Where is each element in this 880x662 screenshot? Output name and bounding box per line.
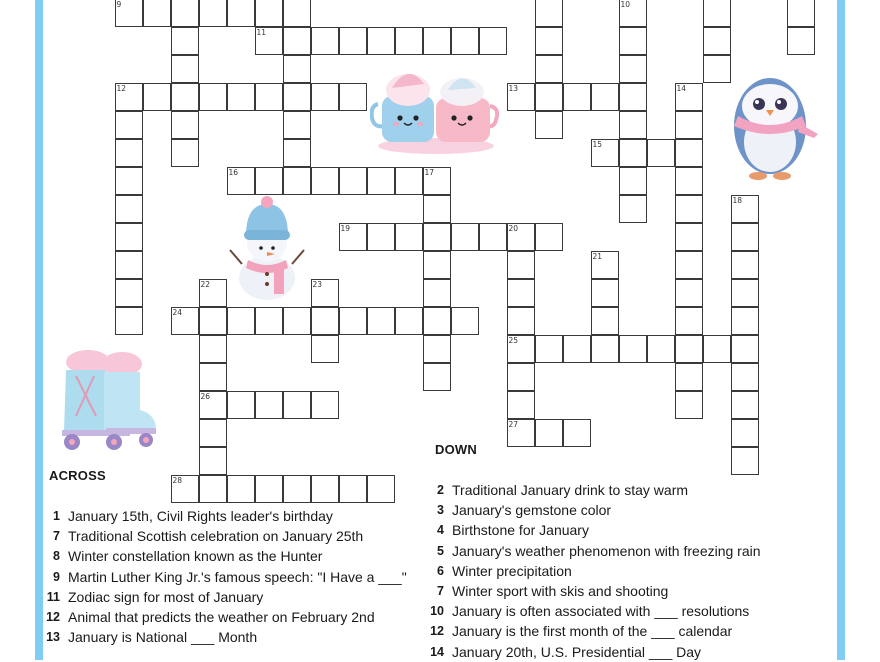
down-clue bbox=[424, 541, 834, 561]
crossword-cell[interactable] bbox=[647, 139, 675, 167]
across-clue bbox=[40, 546, 420, 566]
crossword-cell[interactable] bbox=[227, 391, 255, 419]
crossword-cell[interactable] bbox=[227, 307, 255, 335]
crossword-cell[interactable] bbox=[115, 167, 143, 195]
across-clue bbox=[40, 627, 420, 647]
crossword-cell[interactable] bbox=[479, 223, 507, 251]
clue-number-label: 21 bbox=[592, 251, 603, 261]
crossword-cell[interactable] bbox=[115, 195, 143, 223]
crossword-cell[interactable] bbox=[339, 307, 367, 335]
crossword-cell[interactable] bbox=[227, 0, 255, 27]
clue-number-label: 19 bbox=[340, 223, 351, 233]
crossword-cell[interactable] bbox=[563, 83, 591, 111]
clue-number: 2 bbox=[437, 483, 444, 497]
crossword-cell[interactable] bbox=[731, 419, 759, 447]
crossword-cell[interactable] bbox=[423, 27, 451, 55]
crossword-cell[interactable] bbox=[535, 27, 563, 55]
crossword-cell[interactable] bbox=[479, 27, 507, 55]
crossword-cell[interactable] bbox=[423, 195, 451, 223]
crossword-cell[interactable] bbox=[367, 307, 395, 335]
crossword-cell[interactable] bbox=[283, 111, 311, 139]
crossword-cell[interactable] bbox=[731, 195, 759, 223]
crossword-cell[interactable] bbox=[311, 475, 339, 503]
crossword-cell[interactable] bbox=[143, 0, 171, 27]
clue-number: 12 bbox=[430, 624, 444, 639]
clue-number: 13 bbox=[46, 630, 60, 645]
crossword-cell[interactable] bbox=[283, 27, 311, 55]
roller-skates-icon bbox=[50, 342, 158, 460]
crossword-cell[interactable] bbox=[619, 27, 647, 55]
crossword-cell[interactable] bbox=[227, 83, 255, 111]
crossword-cell[interactable] bbox=[507, 223, 535, 251]
down-heading: DOWN bbox=[435, 442, 477, 457]
crossword-cell[interactable] bbox=[199, 363, 227, 391]
crossword-cell[interactable] bbox=[115, 251, 143, 279]
clue-number: 12 bbox=[46, 610, 60, 625]
clue-number: 11 bbox=[46, 589, 60, 604]
crossword-cell[interactable] bbox=[171, 27, 199, 55]
clue-number: 14 bbox=[430, 644, 444, 659]
crossword-cell[interactable] bbox=[311, 167, 339, 195]
crossword-cell[interactable] bbox=[171, 83, 199, 111]
crossword-cell[interactable] bbox=[507, 251, 535, 279]
clue-number-label: 11 bbox=[256, 27, 267, 37]
clue-number: 9 bbox=[53, 569, 60, 584]
clue-text: Traditional Scottish celebration on January 25th bbox=[68, 528, 364, 545]
clue-number-label: 27 bbox=[508, 419, 519, 429]
crossword-cell[interactable] bbox=[199, 335, 227, 363]
crossword-cell[interactable] bbox=[255, 475, 283, 503]
clue-text: Birthstone for January bbox=[452, 522, 589, 539]
clue-number: 8 bbox=[53, 549, 60, 564]
crossword-cell[interactable] bbox=[675, 279, 703, 307]
down-clue bbox=[424, 581, 834, 601]
clue-number-label: 17 bbox=[424, 167, 435, 177]
crossword-cell[interactable] bbox=[619, 335, 647, 363]
crossword-cell[interactable] bbox=[675, 363, 703, 391]
crossword-cell[interactable] bbox=[283, 55, 311, 83]
crossword-cell[interactable] bbox=[507, 83, 535, 111]
crossword-cell[interactable] bbox=[283, 307, 311, 335]
snowman-icon bbox=[222, 194, 312, 304]
clue-text: Animal that predicts the weather on February 2nd bbox=[68, 609, 375, 626]
clue-text: January's gemstone color bbox=[452, 502, 612, 519]
crossword-cell[interactable] bbox=[591, 83, 619, 111]
crossword-cell[interactable] bbox=[339, 167, 367, 195]
crossword-cell[interactable] bbox=[535, 419, 563, 447]
clue-text: Winter precipitation bbox=[452, 562, 572, 579]
crossword-cell[interactable] bbox=[171, 111, 199, 139]
crossword-cell[interactable] bbox=[311, 27, 339, 55]
crossword-cell[interactable] bbox=[675, 83, 703, 111]
clue-number: 10 bbox=[430, 604, 444, 619]
crossword-cell[interactable] bbox=[255, 0, 283, 27]
crossword-cell[interactable] bbox=[283, 475, 311, 503]
crossword-cell[interactable] bbox=[227, 167, 255, 195]
crossword-cell[interactable] bbox=[535, 335, 563, 363]
crossword-cell[interactable] bbox=[311, 279, 339, 307]
crossword-cell[interactable] bbox=[171, 139, 199, 167]
crossword-cell[interactable] bbox=[507, 279, 535, 307]
clue-number-label: 24 bbox=[172, 307, 183, 317]
crossword-cell[interactable] bbox=[703, 27, 731, 55]
crossword-cell[interactable] bbox=[731, 335, 759, 363]
crossword-cell[interactable] bbox=[591, 251, 619, 279]
crossword-cell[interactable] bbox=[731, 391, 759, 419]
crossword-cell[interactable] bbox=[171, 307, 199, 335]
crossword-cell[interactable] bbox=[619, 195, 647, 223]
crossword-cell[interactable] bbox=[451, 27, 479, 55]
crossword-cell[interactable] bbox=[115, 0, 143, 27]
crossword-cell[interactable] bbox=[339, 27, 367, 55]
crossword-cell[interactable] bbox=[535, 55, 563, 83]
crossword-cell[interactable] bbox=[731, 251, 759, 279]
crossword-cell[interactable] bbox=[535, 0, 563, 27]
clue-number: 3 bbox=[437, 503, 444, 518]
crossword-cell[interactable] bbox=[675, 167, 703, 195]
crossword-cell[interactable] bbox=[675, 139, 703, 167]
crossword-cell[interactable] bbox=[311, 391, 339, 419]
crossword-cell[interactable] bbox=[675, 195, 703, 223]
clue-text: January is often associated with ___ resolutions bbox=[452, 603, 750, 620]
crossword-cell[interactable] bbox=[675, 223, 703, 251]
crossword-cell[interactable] bbox=[619, 55, 647, 83]
clue-number-label: 16 bbox=[228, 167, 239, 177]
crossword-cell[interactable] bbox=[591, 279, 619, 307]
clue-number-label: 10 bbox=[620, 0, 631, 9]
crossword-cell[interactable] bbox=[115, 279, 143, 307]
crossword-cell[interactable] bbox=[171, 475, 199, 503]
down-clue bbox=[424, 601, 834, 621]
crossword-cell[interactable] bbox=[787, 0, 815, 27]
crossword-cell[interactable] bbox=[339, 475, 367, 503]
crossword-cell[interactable] bbox=[675, 391, 703, 419]
crossword-cell[interactable] bbox=[675, 111, 703, 139]
crossword-cell[interactable] bbox=[675, 251, 703, 279]
down-clue bbox=[424, 561, 834, 581]
clue-number: 7 bbox=[53, 529, 60, 544]
clue-number-label: 28 bbox=[172, 475, 183, 485]
down-clue bbox=[424, 500, 834, 520]
clue-text: January is the first month of the ___ calendar bbox=[452, 623, 733, 640]
crossword-cell[interactable] bbox=[563, 419, 591, 447]
crossword-cell[interactable] bbox=[451, 223, 479, 251]
crossword-cell[interactable] bbox=[255, 307, 283, 335]
crossword-cell[interactable] bbox=[367, 167, 395, 195]
crossword-cell[interactable] bbox=[731, 223, 759, 251]
crossword-cell[interactable] bbox=[675, 307, 703, 335]
across-clue bbox=[40, 587, 420, 607]
crossword-cell[interactable] bbox=[731, 307, 759, 335]
across-clue bbox=[40, 526, 420, 546]
crossword-cell[interactable] bbox=[367, 27, 395, 55]
crossword-cell[interactable] bbox=[255, 391, 283, 419]
crossword-cell[interactable] bbox=[283, 139, 311, 167]
clue-number-label: 12 bbox=[116, 83, 127, 93]
crossword-cell[interactable] bbox=[423, 251, 451, 279]
crossword-cell[interactable] bbox=[423, 167, 451, 195]
clue-text: Winter constellation known as the Hunter bbox=[68, 548, 323, 565]
crossword-cell[interactable] bbox=[311, 335, 339, 363]
crossword-cell[interactable] bbox=[115, 111, 143, 139]
crossword-cell[interactable] bbox=[535, 83, 563, 111]
crossword-cell[interactable] bbox=[115, 139, 143, 167]
crossword-cell[interactable] bbox=[507, 307, 535, 335]
crossword-cell[interactable] bbox=[199, 447, 227, 475]
clue-number: 5 bbox=[437, 543, 444, 558]
crossword-cell[interactable] bbox=[787, 27, 815, 55]
down-clue bbox=[424, 480, 834, 500]
clue-text: January is National ___ Month bbox=[68, 629, 258, 646]
clue-text: January's weather phenomenon with freezing rain bbox=[452, 542, 761, 559]
crossword-cell[interactable] bbox=[199, 83, 227, 111]
hot-cocoa-mugs-icon bbox=[370, 62, 502, 158]
crossword-cell[interactable] bbox=[535, 223, 563, 251]
clue-text: Zodiac sign for most of January bbox=[68, 588, 264, 605]
clue-number-label: 22 bbox=[200, 279, 211, 289]
crossword-cell[interactable] bbox=[115, 83, 143, 111]
crossword-cell[interactable] bbox=[227, 475, 255, 503]
crossword-cell[interactable] bbox=[591, 139, 619, 167]
crossword-cell[interactable] bbox=[339, 223, 367, 251]
crossword-cell[interactable] bbox=[535, 111, 563, 139]
crossword-cell[interactable] bbox=[311, 307, 339, 335]
crossword-cell[interactable] bbox=[619, 167, 647, 195]
down-clue bbox=[424, 621, 834, 641]
down-clue-list bbox=[424, 480, 834, 662]
clue-number-label: 20 bbox=[508, 223, 519, 233]
clue-text: January 20th, U.S. Presidential ___ Day bbox=[452, 643, 702, 660]
crossword-cell[interactable] bbox=[703, 0, 731, 27]
across-clue bbox=[40, 567, 420, 587]
crossword-cell[interactable] bbox=[507, 419, 535, 447]
crossword-cell[interactable] bbox=[199, 419, 227, 447]
crossword-cell[interactable] bbox=[507, 363, 535, 391]
crossword-cell[interactable] bbox=[395, 223, 423, 251]
crossword-cell[interactable] bbox=[731, 447, 759, 475]
crossword-cell[interactable] bbox=[395, 167, 423, 195]
crossword-cell[interactable] bbox=[423, 307, 451, 335]
crossword-cell[interactable] bbox=[143, 83, 171, 111]
across-clue-list bbox=[40, 506, 420, 647]
crossword-cell[interactable] bbox=[283, 0, 311, 27]
crossword-cell[interactable] bbox=[255, 27, 283, 55]
down-clue bbox=[424, 642, 834, 662]
clue-text: Winter sport with skis and shooting bbox=[452, 583, 669, 600]
crossword-cell[interactable] bbox=[423, 223, 451, 251]
crossword-cell[interactable] bbox=[199, 391, 227, 419]
clue-number-label: 18 bbox=[732, 195, 743, 205]
crossword-cell[interactable] bbox=[731, 363, 759, 391]
clue-number-label: 13 bbox=[508, 83, 519, 93]
crossword-cell[interactable] bbox=[115, 223, 143, 251]
crossword-cell[interactable] bbox=[619, 139, 647, 167]
crossword-cell[interactable] bbox=[507, 391, 535, 419]
crossword-cell[interactable] bbox=[423, 335, 451, 363]
crossword-cell[interactable] bbox=[255, 83, 283, 111]
crossword-cell[interactable] bbox=[451, 307, 479, 335]
clue-number-label: 23 bbox=[312, 279, 323, 289]
crossword-cell[interactable] bbox=[703, 335, 731, 363]
clue-number-label: 26 bbox=[200, 391, 211, 401]
crossword-cell[interactable] bbox=[199, 307, 227, 335]
crossword-cell[interactable] bbox=[395, 307, 423, 335]
clue-number-label: 15 bbox=[592, 139, 603, 149]
down-clue bbox=[424, 520, 834, 540]
crossword-cell[interactable] bbox=[675, 335, 703, 363]
crossword-cell[interactable] bbox=[339, 83, 367, 111]
crossword-cell[interactable] bbox=[591, 335, 619, 363]
clue-number: 4 bbox=[437, 523, 444, 538]
crossword-cell[interactable] bbox=[619, 111, 647, 139]
crossword-cell[interactable] bbox=[255, 167, 283, 195]
crossword-cell[interactable] bbox=[731, 279, 759, 307]
clue-number: 1 bbox=[53, 509, 60, 523]
crossword-cell[interactable] bbox=[199, 475, 227, 503]
crossword-cell[interactable] bbox=[647, 335, 675, 363]
across-clue bbox=[40, 607, 420, 627]
crossword-cell[interactable] bbox=[367, 475, 395, 503]
crossword-cell[interactable] bbox=[283, 391, 311, 419]
across-heading: ACROSS bbox=[49, 468, 106, 483]
clue-number-label: 25 bbox=[508, 335, 519, 345]
clue-number-label: 9 bbox=[116, 0, 122, 9]
crossword-cell[interactable] bbox=[115, 307, 143, 335]
crossword-cell[interactable] bbox=[395, 27, 423, 55]
across-clue bbox=[40, 506, 420, 526]
clue-text: Traditional January drink to stay warm bbox=[452, 482, 689, 498]
crossword-cell[interactable] bbox=[283, 83, 311, 111]
crossword-cell[interactable] bbox=[423, 363, 451, 391]
crossword-cell[interactable] bbox=[367, 223, 395, 251]
penguin-icon bbox=[720, 64, 824, 182]
crossword-cell[interactable] bbox=[563, 335, 591, 363]
crossword-cell[interactable] bbox=[199, 0, 227, 27]
clue-number: 7 bbox=[437, 584, 444, 599]
crossword-cell[interactable] bbox=[423, 279, 451, 307]
clue-number-label: 14 bbox=[676, 83, 687, 93]
crossword-cell[interactable] bbox=[171, 0, 199, 27]
crossword-cell[interactable] bbox=[311, 83, 339, 111]
clue-text: Martin Luther King Jr.'s famous speech: "I Have a ___" bbox=[68, 568, 407, 585]
crossword-cell[interactable] bbox=[619, 0, 647, 27]
clue-text: January 15th, Civil Rights leader's birthday bbox=[68, 508, 333, 524]
crossword-cell[interactable] bbox=[507, 335, 535, 363]
clue-number: 6 bbox=[437, 563, 444, 578]
crossword-cell[interactable] bbox=[591, 307, 619, 335]
crossword-cell[interactable] bbox=[283, 167, 311, 195]
crossword-cell[interactable] bbox=[171, 55, 199, 83]
crossword-cell[interactable] bbox=[619, 83, 647, 111]
